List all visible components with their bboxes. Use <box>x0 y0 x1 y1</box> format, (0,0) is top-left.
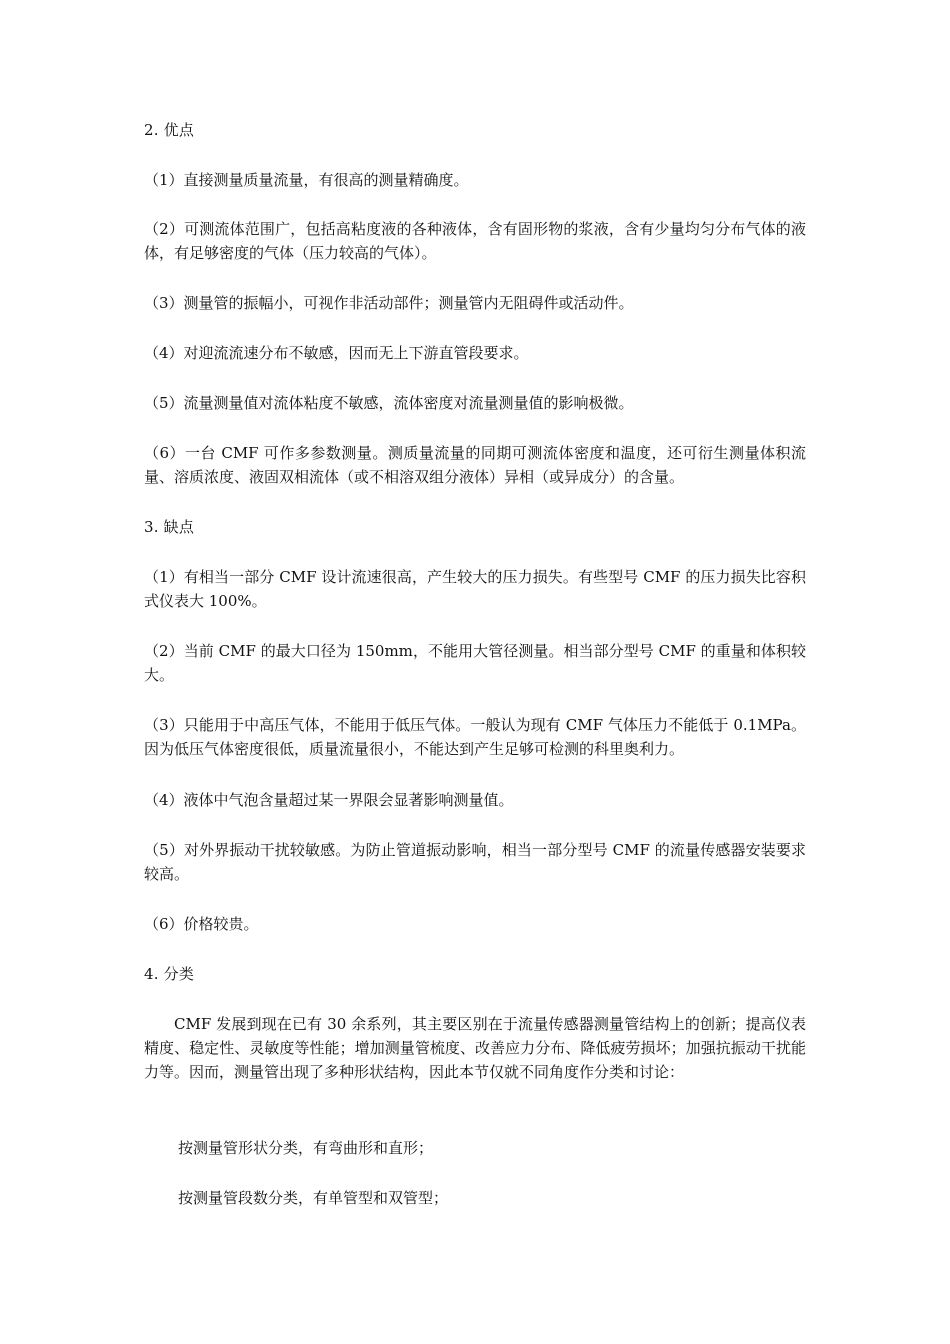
advantage-item-1: （1）直接测量质量流量，有很高的测量精确度。 <box>144 171 469 189</box>
advantage-item-6: （6）一台 CMF 可作多参数测量。测质量流量的同期可测流体密度和温度，还可衍生测量体积流量、溶质浓度、液固双相流体（或不相溶双组分液体）异相（或异成分）的含量。 <box>144 444 806 486</box>
advantage-item-2: （2）可测流体范围广，包括高粘度液的各种液体，含有固形物的浆液，含有少量均匀分布气体的液体，有足够密度的气体（压力较高的气体）。 <box>144 220 806 262</box>
section-4-heading: 4. 分类 <box>144 965 195 983</box>
disadvantage-item-3: （3）只能用于中高压气体，不能用于低压气体。一般认为现有 CMF 气体压力不能低于 0.1MPa。因为低压气体密度很低，质量流量很小，不能达到产生足够可检测的科里奥利力。 <box>144 716 806 758</box>
disadvantage-item-6: （6）价格较贵。 <box>144 915 259 933</box>
section-2-heading: 2. 优点 <box>144 121 195 139</box>
classification-intro: CMF 发展到现在已有 30 余系列，其主要区别在于流量传感器测量管结构上的创新；提高仪表精度、稳定性、灵敏度等性能；增加测量管梳度、改善应力分布、降低疲劳损坏；加强抗振动干扰能力等。因而，测量管出现了多种形状结构，因此本节仅就不同角度作分类和讨论： <box>144 1015 806 1081</box>
classification-item-1: 按测量管形状分类，有弯曲形和直形； <box>178 1139 434 1157</box>
disadvantage-item-4: （4）液体中气泡含量超过某一界限会显著影响测量值。 <box>144 791 514 809</box>
classification-item-2: 按测量管段数分类，有单管型和双管型； <box>178 1189 449 1207</box>
advantage-item-4: （4）对迎流流速分布不敏感，因而无上下游直管段要求。 <box>144 344 529 362</box>
section-3-heading: 3. 缺点 <box>144 518 195 536</box>
disadvantage-item-2: （2）当前 CMF 的最大口径为 150mm，不能用大管径测量。相当部分型号 CMF 的重量和体积较大。 <box>144 642 806 684</box>
disadvantage-item-1: （1）有相当一部分 CMF 设计流速很高，产生较大的压力损失。有些型号 CMF 的压力损失比容积式仪表大 100%。 <box>144 568 806 610</box>
advantage-item-5: （5）流量测量值对流体粘度不敏感，流体密度对流量测量值的影响极微。 <box>144 394 634 412</box>
advantage-item-3: （3）测量管的振幅小，可视作非活动部件；测量管内无阻碍件或活动件。 <box>144 294 634 312</box>
disadvantage-item-5: （5）对外界振动干扰较敏感。为防止管道振动影响，相当一部分型号 CMF 的流量传感器安装要求较高。 <box>144 841 806 883</box>
